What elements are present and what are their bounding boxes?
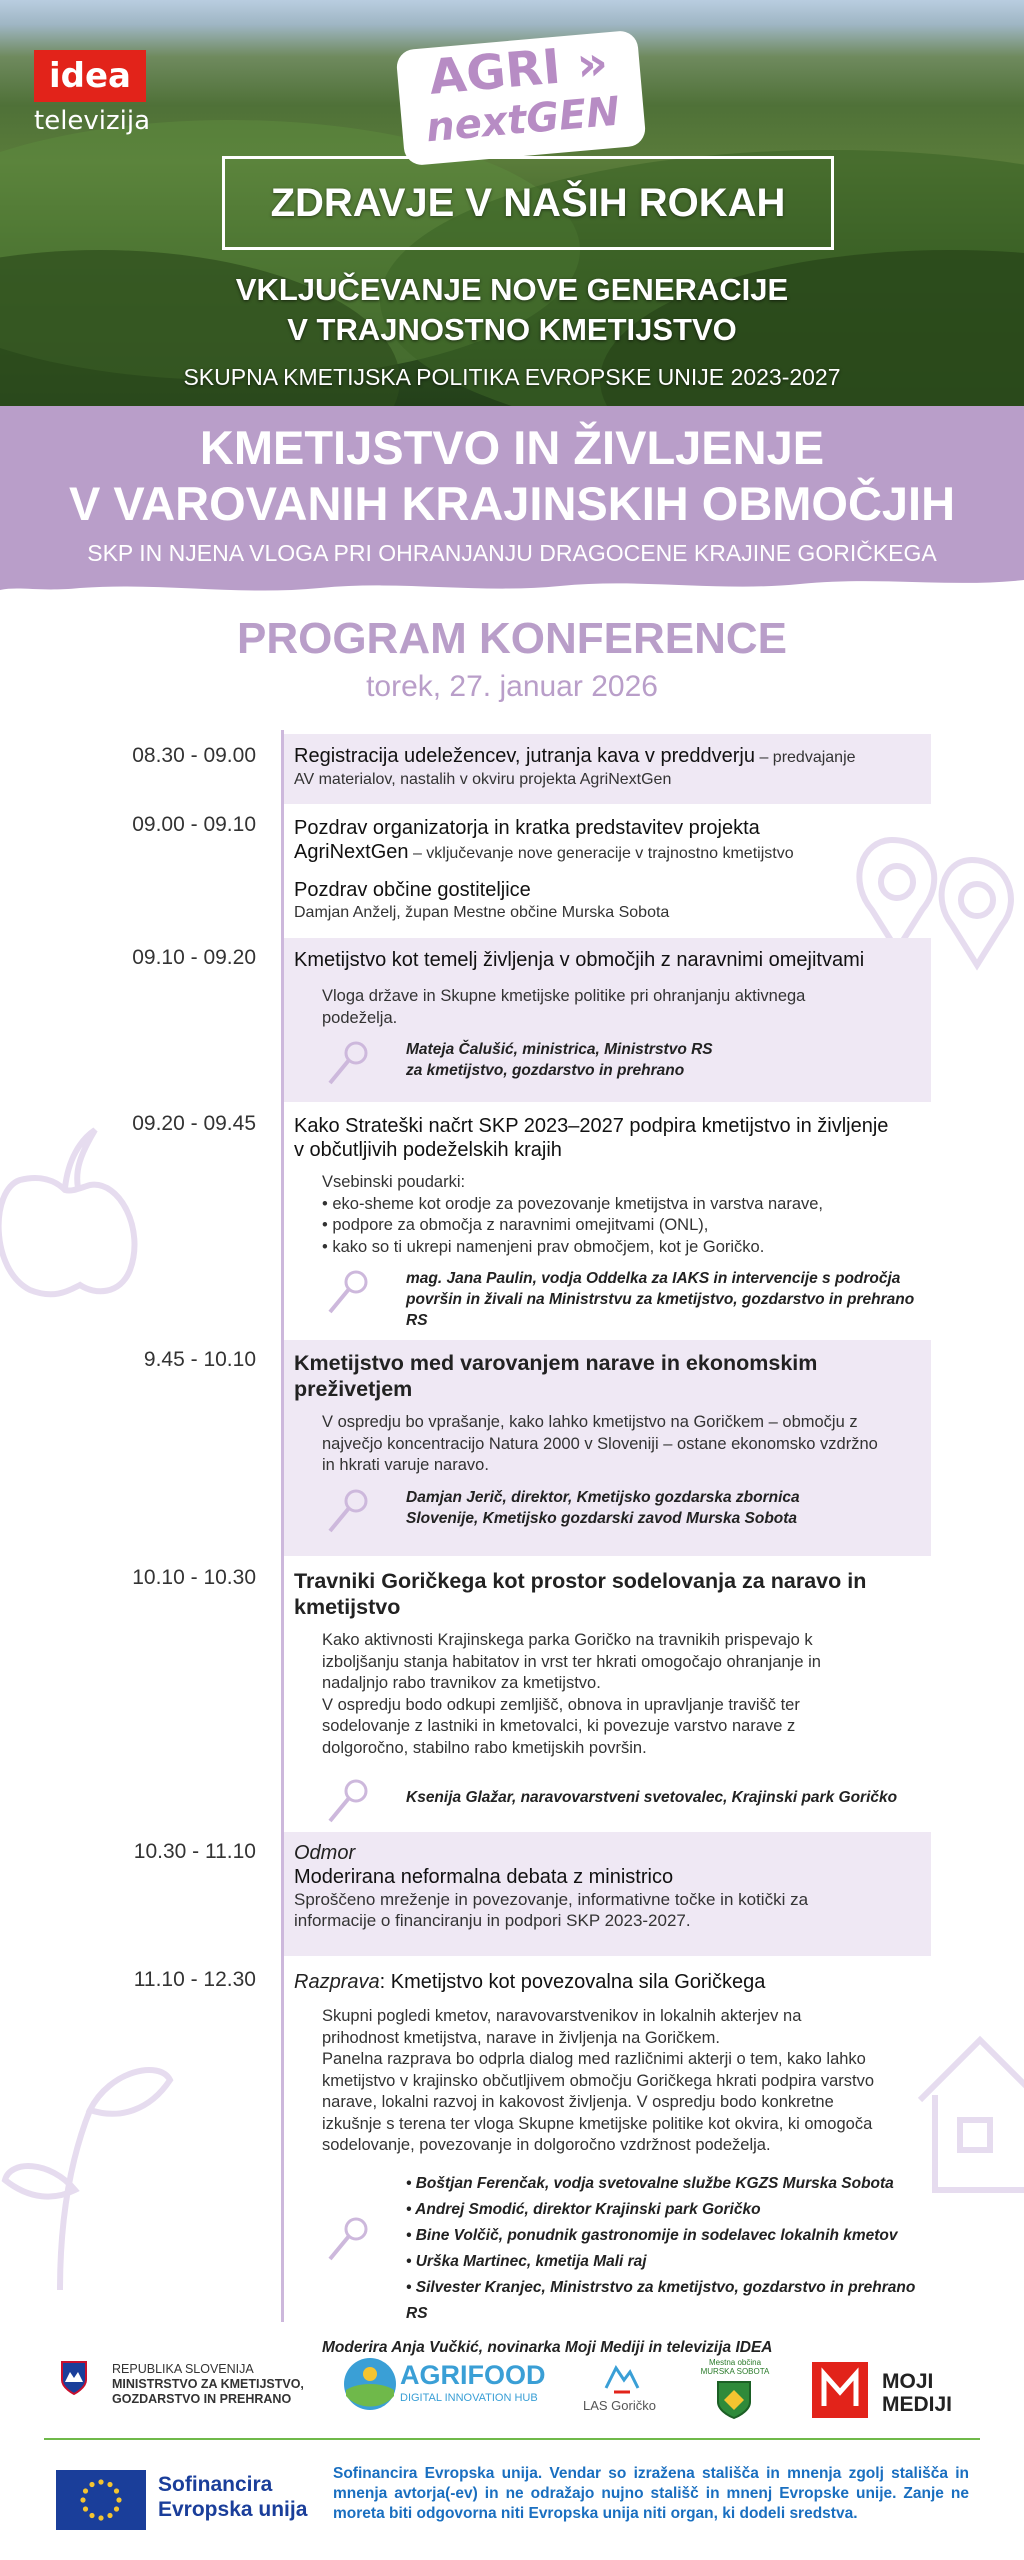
main-title: ZDRAVJE V NAŠIH ROKAH: [222, 156, 834, 250]
slot-description-line: največjo koncentracijo Natura 2000 v Sloveniji – ostane ekonomsko vzdržno: [322, 1434, 878, 1453]
microphone-icon: [322, 1039, 372, 1089]
slot-time: 10.10 - 10.30: [132, 1566, 256, 1589]
slot-description: Damjan Anželj, župan Mestne občine Murska Sobota: [294, 904, 670, 921]
speaker-name: Damjan Jerič, direktor, Kmetijsko gozdarska zbornica: [406, 1488, 800, 1506]
eu-line1: Sofinancira: [158, 2473, 273, 2496]
panelists-block: [322, 2171, 931, 2327]
slot-title-line: preživetjem: [294, 1377, 413, 1401]
speaker-name: mag. Jana Paulin, vodja Oddelka za IAKS in intervencije s področja: [406, 1270, 901, 1287]
plant-sprout-outline-icon: [0, 2040, 200, 2300]
subtitle-line1: VKLJUČEVANJE NOVE GENERACIJE: [235, 272, 789, 307]
slot-description-line: narave, lokalni razvoj in kakovost življenja. V ospredju bodo konkretne: [322, 2093, 834, 2111]
panelist-item: • Silvester Kranjec, Ministrstvo za kmetijstvo, gozdarstvo in prehrano RS: [406, 2278, 916, 2322]
moji-line: MOJI: [882, 2370, 934, 2393]
speaker-name: Mateja Čalušić, ministrica, Ministrstvo RS: [406, 1041, 713, 1058]
slot-description-line: Kako aktivnosti Krajinskega parka Goričko na travnikih prispevajo k: [322, 1631, 813, 1649]
schedule-slot-welcome: [284, 806, 931, 936]
schedule-slot-registration: [284, 734, 931, 804]
municipality-label: [690, 2358, 780, 2376]
slot-time: 11.10 - 12.30: [133, 1968, 256, 1991]
eu-disclaimer: Sofinancira Evropska unija. Vendar so izražena stališča in mnenja zgolj stališča in mnenja avtorja(-ev) in ne odražajo nujno stališč in mnenj Evropske unije. Zanje ne moreta biti odgovorna niti Evropska unija niti organ, ki dodeli sredstva.: [333, 2465, 969, 2522]
speaker-name: Ksenija Glažar, naravovarstveni svetovalec, Krajinski park Goričko: [406, 1789, 898, 1806]
ministry-line1: REPUBLIKA SLOVENIJA: [112, 2362, 254, 2376]
agrifood-logo-icon: [342, 2356, 398, 2412]
schedule-slot-break: [284, 1832, 931, 1956]
slot-description-line: Vloga države in Skupne kmetijske politike pri ohranjanju aktivnega: [322, 987, 806, 1005]
eu-flag-icon: [56, 2470, 146, 2530]
band-title-line1: KMETIJSTVO IN ŽIVLJENJE: [199, 421, 825, 474]
las-goricko-logo-icon: [602, 2358, 642, 2398]
slot-description: AV materialov, nastalih v okviru projekta AgriNextGen: [294, 771, 672, 788]
slot-description-line: Skupni pogledi kmetov, naravovarstvenikov in lokalnih akterjev na: [322, 2007, 802, 2025]
speaker-block: [322, 1487, 931, 1539]
moji-mediji-logo-icon: [812, 2362, 868, 2418]
idea-logo: idea: [34, 50, 146, 102]
speaker-block: [322, 1268, 931, 1331]
slovenia-coat-of-arms-icon: [60, 2360, 88, 2396]
microphone-icon: [322, 1777, 372, 1827]
program-title: PROGRAM KONFERENCE: [236, 614, 788, 663]
schedule-slot-foundation: [284, 938, 931, 1102]
panelist-item: • Urška Martinec, kmetija Mali raj: [406, 2252, 647, 2270]
speaker-affiliation: za kmetijstvo, gozdarstvo in prehrano: [406, 1062, 685, 1079]
microphone-icon: [322, 1487, 372, 1537]
slot-description-line: sodelovanje z lastniki in kmetovalci, ki povezuje varstvo narave z: [322, 1717, 796, 1735]
agrifood-subtitle: DIGITAL INNOVATION HUB: [400, 2392, 538, 2404]
panelist-item: • Boštjan Ferenčak, vodja svetovalne službe KGZS Murska Sobota: [406, 2174, 894, 2192]
slot-title: Kmetijstvo kot temelj življenja v območjih z naravnimi omejitvami: [294, 949, 865, 971]
slot-title-project: AgriNextGen: [294, 841, 409, 863]
microphone-icon: [322, 1268, 372, 1318]
panelist-item: • Bine Volčič, ponudnik gastronomije in sodelavec lokalnih kmetov: [406, 2226, 898, 2244]
slot-description-line: Panelna razprava bo odprla dialog med različnimi akterji o tem, kako lahko: [322, 2050, 866, 2068]
slot-time: 08.30 - 09.00: [132, 744, 256, 767]
municipality-line1: Mestna občina: [708, 2358, 762, 2367]
slot-title: Registracija udeležencev, jutranja kava v preddverju: [294, 745, 755, 767]
band-title-line2: V VAROVANIH KRAJINSKIH OBMOČJIH: [68, 477, 956, 530]
ministry-line2: MINISTRSTVO ZA KMETIJSTVO,: [112, 2377, 304, 2391]
footer-divider: [44, 2438, 980, 2440]
slot-title: : Kmetijstvo kot povezovalna sila Goričkega: [379, 1971, 766, 1993]
schedule-slot-nature-economy: [284, 1340, 931, 1556]
speaker-block: [322, 1039, 931, 1091]
mediji-line: MEDIJI: [882, 2393, 953, 2416]
band-torn-edge: [0, 566, 1024, 596]
ministry-line3: GOZDARSTVO IN PREHRANO: [112, 2392, 292, 2406]
speaker-block: [322, 1777, 931, 1829]
slot-description-line: kmetijstvo v krajinsko občutljivem območju Goričkega hkrati podpira varstvo: [322, 2071, 875, 2090]
microphone-icon: [322, 2215, 372, 2265]
slot-description-line: dolgoročno, stabilno rabo kmetijskih površin.: [322, 1738, 647, 1757]
slot-description-line: nadaljnjo rabo travnikov za kmetijstvo.: [322, 1674, 601, 1692]
televizija-label: televizija: [34, 106, 151, 136]
band-subtitle: SKP IN NJENA VLOGA PRI OHRANJANJU DRAGOCENE KRAJINE GORIČKEGA: [87, 540, 937, 566]
slot-description-line: in hkrati varuje naravo.: [322, 1456, 489, 1474]
slot-title-line: Travniki Goričkega kot prostor sodelovanja za naravo in: [294, 1569, 867, 1593]
eu-line2: Evropska unija: [158, 2498, 308, 2521]
slot-title-rest: – predvajanje: [755, 749, 856, 766]
slot-description-line: V ospredju bo vprašanje, kako lahko kmetijstvo na Goričkem – območju z: [322, 1413, 858, 1431]
program-date: torek, 27. januar 2026: [366, 670, 658, 703]
schedule-slot-discussion: [284, 1960, 931, 2356]
slot-title: Moderirana neformalna debata z ministrico: [294, 1866, 674, 1888]
slot-title-2: Pozdrav občine gostiteljice: [294, 879, 531, 901]
agri-logo-top: AGRI »: [426, 34, 611, 106]
speaker-affiliation: površin in živali na Ministrstvu za kmetijstvo, gozdarstvo in prehrano RS: [406, 1291, 915, 1329]
speaker-affiliation: Slovenije, Kmetijsko gozdarski zavod Murska Sobota: [406, 1509, 798, 1527]
moji-mediji-name: [882, 2370, 952, 2416]
agrinextgen-logo: [395, 30, 646, 167]
slot-time: 10.30 - 11.10: [133, 1840, 256, 1863]
slot-label: Razprava: [294, 1971, 380, 1993]
murska-sobota-coat-of-arms-icon: [716, 2380, 752, 2420]
slot-time: 9.45 - 10.10: [143, 1348, 256, 1371]
subtitle-line3: SKUPNA KMETIJSKA POLITIKA EVROPSKE UNIJE 2023-2027: [183, 364, 841, 390]
bullet-item: • eko-sheme kot orodje za povezovanje kmetijstva in varstva narave,: [322, 1194, 824, 1213]
panelist-item: • Andrej Smodić, direktor Krajinski park Goričko: [406, 2200, 761, 2218]
slot-description-line: informacije o financiranju in podpori SKP 2023-2027.: [294, 1911, 691, 1930]
slot-description-line: Vsebinski poudarki:: [322, 1173, 466, 1191]
subtitle-line2: V TRAJNOSTNO KMETIJSTVO: [287, 312, 737, 347]
schedule-slot-meadows: [284, 1558, 931, 1826]
agrifood-title: AGRIFOOD: [400, 2360, 546, 2390]
slot-label: Odmor: [294, 1842, 356, 1864]
slot-title-line: Kako Strateški načrt SKP 2023–2027 podpira kmetijstvo in življenje: [294, 1115, 889, 1137]
bullet-item: • podpore za območja z naravnimi omejitvami (ONL),: [322, 1216, 709, 1234]
eu-cofinanced-label: [158, 2472, 307, 2522]
las-goricko-label: LAS Goričko: [583, 2398, 656, 2413]
schedule-slot-strategic-plan: [284, 1104, 931, 1334]
slot-time: 09.10 - 09.20: [132, 946, 256, 969]
slot-title: Pozdrav organizatorja in kratka predstavitev projekta: [294, 817, 760, 839]
slot-title-line: v občutljivih podeželskih krajih: [294, 1139, 562, 1161]
bullet-item: • kako so ti ukrepi namenjeni prav območjem, kot je Goričko.: [322, 1237, 765, 1256]
slot-time: 09.00 - 09.10: [132, 813, 256, 836]
slot-description-line: prihodnost kmetijstva, narave in življenja na Goričkem.: [322, 2028, 721, 2047]
slot-description-line: izboljšanju stanja habitatov in vrst ter hkrati omogočajo ohranjanje in: [322, 1652, 821, 1671]
moderator-line: Moderira Anja Vučkić, novinarka Moji Mediji in televizija IDEA: [322, 2338, 773, 2356]
slot-description-line: sodelovanje, povezovanje in dolgoročno vzdržnost podeželja.: [322, 2136, 771, 2154]
slot-description-line: Sproščeno mreženje in povezovanje, informativne točke in kotički za: [294, 1890, 809, 1909]
slot-title-rest: – vključevanje nove generacije v trajnostno kmetijstvo: [408, 845, 794, 862]
slot-title-line: kmetijstvo: [294, 1595, 401, 1619]
slot-description-line: V ospredju bodo odkupi zemljišč, obnova in upravljanje travišč ter: [322, 1695, 800, 1714]
agri-logo-bottom: nextGEN: [424, 88, 622, 152]
slot-time: 09.20 - 09.45: [132, 1112, 256, 1135]
slot-description-line: izkušnje s terena ter vloga Skupne kmetijske politike kot okvira, ki omogoča: [322, 2114, 873, 2133]
municipality-line2: MURSKA SOBOTA: [700, 2367, 770, 2376]
slot-description-line: podeželja.: [322, 1008, 398, 1027]
slot-title-line: Kmetijstvo med varovanjem narave in ekonomskim: [294, 1351, 818, 1375]
